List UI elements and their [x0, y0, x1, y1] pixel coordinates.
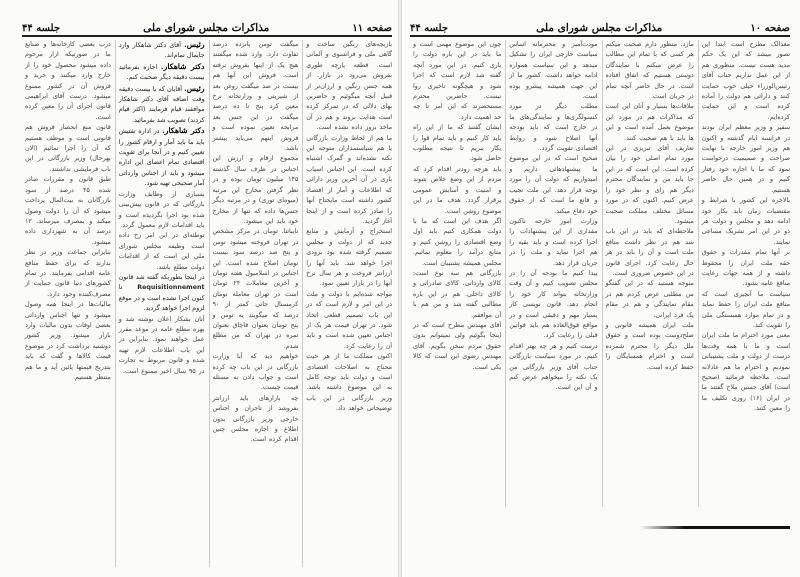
- body-text: ایشان گفتند که ما از این راه باید کار کنیم و باید تمام قوا را بکار ببریم تا نتیجه مطلوب حاصل شود.: [413, 124, 502, 163]
- body-text: باید هرچه زودتر اقدام کرد که مردم از این وضع خلاص شوند و امنیت و آسایش عمومی برقرار گردد. هدف ما در این موضوع روشن است.: [413, 165, 502, 215]
- speaker-name: رئیس.: [184, 40, 205, 49]
- paragraph: [606, 40, 694, 102]
- header-rule: [410, 35, 790, 37]
- body-text: تایباتنا. تومان در مرکز مشخص در تهران فروخته میشود تومن و پنج صد درصد سود بیست تومان اصلاح شده است. این اجناس در اسلامیول هفته تومان و آخرین معاملات ۲۴ تومان است در تهران معامله تومان کرمسنال جانی کمتر از ۹۰ درصد که میگویند یه تومن و پنج تومان بعنوان قاچاق بعنوان تمره در تهران که من مطلع شدم.: [212, 228, 299, 350]
- body-text: تا کنون اجرا نشده است و در موقع لزوم اجرا خواهد گردید.: [118, 284, 205, 313]
- body-text: مالیات‌ها در اینجا همه وصول میشود و تنها اجناس وارداتی بعضی اوقات بدون مالیات وارد بازار میشود. وزیر کشور دوشنبه برداشت کرد در موضوع قیمت کالاها و گفت که باید بتدریج قیمتها پائین آید و ما هم منتظر هستیم.: [25, 301, 111, 381]
- speaker-name: رئیس.: [184, 83, 205, 93]
- paragraph: [119, 84, 205, 127]
- paragraph: [413, 165, 501, 217]
- paragraph: [702, 123, 790, 196]
- paragraph: [702, 40, 790, 123]
- text-column: [602, 40, 694, 507]
- body-text: بر آنها تمام مقدرات و حقوق حقه ملت ایران را محفوظ داشته و از همه جهات رعایت منافع عامه بشود.: [701, 249, 790, 288]
- paragraph: [702, 248, 790, 290]
- text-column: [505, 40, 597, 507]
- session-number: جلسه ۴۴: [410, 23, 449, 34]
- header-rule: [22, 35, 392, 37]
- body-text: بسیاری از وظایف وزارت بازرگانی که در قانون پیش‌بینی شده بود اجرا نگردیده است و باید اقدامات لازم معمول گردد.: [118, 190, 205, 229]
- paragraph: [509, 102, 597, 154]
- text-column: [302, 40, 392, 567]
- body-text: چه بازارهای باید ارزانتر بفروشد از تاجران و اجناس خارجی وزیر بازرگانی بدون اطلاع و اجازه مجلس چنین اقدام کرده است.: [212, 394, 299, 444]
- paragraph: [413, 269, 501, 321]
- paragraph: [509, 154, 597, 216]
- speaker-name: دکتر شاهکار.: [161, 61, 205, 71]
- speech-text: در اداره تفتیش باید ما باید آمار و ارقام کشور را تعیین کنیم و در آنجا برای تقویت اقتصادی تمام اعضای این اداره میشود و باید از اجناس وارداتی آمار صحیحی تهیه شود.: [118, 128, 205, 188]
- body-text: اگر هدف این است که ما با دولت همکاری کنیم باید اول وضع اقتصادی را روشن کنیم و منابع درآمد را معلوم نمائیم. مجلس همیشه پشتیبان است.: [413, 217, 502, 267]
- body-text: قانون منع انحصار فروش هم قانونی است و موظف هستیم که آن را اجرا نمائیم (الان بهرحال) وزیر بازرگانی در این باب فرمایشی نداشتند.: [25, 124, 111, 173]
- body-text: طبق قانون و مقررات صادر شده ۴۵ درصد از سود بازرگانان به بیت‌المال پرداخت میشود که آن را دولت وصول میکند و بمصرف میرساند. ۱۲ درصد آن به شهرداری داده میشود.: [25, 176, 111, 246]
- body-text: بالاخره این کشور با شرایط و مقتضیات زمان باید بکار خود ادامه دهد و مجلس و دولت هر دو در این امر تشریک مساعی نمایند.: [701, 197, 790, 246]
- paragraph: [213, 227, 299, 352]
- body-text: در اینجا بطوریکه گفته شد قانون: [118, 273, 205, 281]
- body-text: پیدا کنیم ما بودجه آن را در مجلس تصویب کنیم و آن وقت وزارتخانه بتواند کار خود را انجام دهد. قانون نویسی کار بسیار مهم و دقیقی است و در مواقع فوق‌العاده هم باید قوانین قبلی را رعایت کرد.: [509, 269, 598, 340]
- speaker-name: دکتر شاهکار.: [162, 126, 205, 136]
- body-text: اکنون مملکت ما از هر حیث محتاج به اصلاحات اقتصادی است و دولت باید توجه کامل به این موضوع داشته باشد. وزیر بازرگانی در این باب توضیحاتی خواهد داد.: [306, 353, 392, 413]
- paragraph: [25, 300, 111, 383]
- body-text: سیاست ما آنچیزی است که منافع ملت ایران را حفظ نماید و در تمام موارد همبستگی ملی را تقویت کند.: [701, 290, 790, 329]
- body-text: بازرگانی هم سه نوع است: کالای وارداتی، کالای صادراتی و کالای داخلی. هم در این باره مطالبی گفته شد و من هم با آن موافقم.: [413, 269, 502, 319]
- body-text: مجموع ارقام و ارزش این اجناس در ظرف سال گذشته ۱۴۵ میلیون تومان بوده و در نظر گرفتن مخارج این مرتبه (میوه‌ای توری) و در مرتبه دیگر جنس‌ها داده که تنها از مخارج خود باید این میشود.: [212, 155, 299, 225]
- paragraph: [606, 144, 694, 227]
- paragraph: [119, 126, 205, 189]
- body-text: درست کنیم و هر چه بهتر اقدام کنیم. در مورد سیاست بازرگانی جناب آقای وزیر بازرگانی من یک نکته را میخواهم عرض کنم و آن این است.: [509, 342, 598, 392]
- body-text: ما هم از لحاظ وزارت بازرگانی یا هم سیاستمداران متوجه این نکته نشده‌اند و گمرک اشتباه کرده است. این اجناس اسیاب بازی در آن آخرین وزیر دارائی که اطلاعات و آمار از اقتصاد کشور داشته است مایحتاج آنها را صادر کرده است و از اینجا آغاز گردید.: [306, 134, 392, 225]
- paragraph: [509, 217, 597, 269]
- right-page: [402, 0, 800, 577]
- paragraph: [413, 321, 501, 373]
- session-number: جلسه ۴۴: [22, 23, 61, 34]
- right-page-header: [410, 18, 790, 34]
- body-text: تعاریف آقای تبریزی در این مورد تمام اصلی خود را بیان کرده است. این است که در این جا باید من و نمایندگان محترم دیگر هم رای و نظر خود را عرض کنیم. اکنون که در مورد مسائل مختلف مملکت صحبت میشود.: [605, 145, 694, 225]
- body-text: معنی مورد احترام ما ملت ایران است و ما با همه وقت‌ها درست از دولت و ملت پشتیبانی نمودیم و احترام ما هم عادلانه است. ملاحظه فرمائید (صحیح است) آقای حسین ملاح گفتند ما در ایران (۱۶) روزی تکلیف ما را معین کنند.: [701, 332, 790, 413]
- paragraph: [509, 269, 597, 342]
- body-text: چون این موضوع مهمی است و ما باید در این باره دولت را یاری کنیم. در این مورد آنچه گفته شد لازم است که اجرا شود و هیچگونه تاخیری روا نیست. حاضرین محترم مستحضرند که این امر تا چه حد اهمیت دارد.: [413, 41, 502, 121]
- running-title: مذاکرات مجلس شورای ملی: [536, 22, 663, 34]
- paragraph: [306, 134, 392, 228]
- text-column: [209, 40, 299, 567]
- body-text: مودت‌آمیز و محترمانه اساس سیاست خارجی ایران را تشکیل میدهد و این سیاست همواره ادامه خواهد داشت. کشور ما از این جهت همیشه پیشرو بوده است.: [509, 41, 598, 101]
- paragraph: [702, 331, 790, 414]
- body-text: ملاقات‌ها بسیار و آنان این است که مذاکرات هم در مورد این موضوع بعمل آمده است و این ها باید با هم صحبت کنند.: [605, 103, 694, 142]
- paragraph: [25, 248, 111, 300]
- speech-text: آقایان که با بیست دقیقه وقت اضافه آقای دکتر شاهکار موافقند قیام فرمایند (اکثر قیام کردند) تصویب شد بفرمائید.: [118, 85, 205, 124]
- paragraph: [119, 231, 205, 273]
- body-text: آقای مهندس مطرح است که در اینجا بگوئیم ولی نمیتوانم بدون حقوق مردم سخن بگویم. آقای مهندس رضوی این است که کالا یکی است.: [413, 321, 502, 371]
- left-page-columns: [22, 40, 392, 567]
- body-text: میگفت تومن پانزده درصد تفاوت دارد. وارد شده میگفتند هیچ یک از اینها بفروش نرفته است. فروش این آنها هم بیست در صد میگفت روغن بعد از شیرینی و وزارتخانه نرخ معین کرد پنج تا ده درصد میگفت در این جنس بعد مرابحه تعیین نموده است و فروش اینهم می‌باید بیشتر باشد.: [212, 41, 299, 153]
- body-text: استخراج و آزمایش و منابع جدید که از دولت و مجلس تصمیم گرفته شده بود بزودی اجرا خواهد شد. باید آنها را ارزانتر فروخت و هر سال نرخ آنها را در بازار تعیین نمود.: [306, 228, 392, 288]
- paragraph: [606, 102, 694, 144]
- body-text: وزارت امور خارجه تاکنون مقداری از این پیشنهادات را اجرا کرده است و باید بقیه را هم اجرا نماید و ملت را در جریان قرار دهد.: [509, 217, 598, 267]
- paragraph: [306, 227, 392, 289]
- paragraph: [119, 40, 205, 62]
- text-column: [22, 40, 111, 567]
- page-number: صفحه ۱۰: [750, 23, 790, 34]
- paragraph: [606, 279, 694, 321]
- text-column: [698, 40, 790, 507]
- paragraph: [413, 123, 501, 165]
- body-text: آنان بشکار اعلان نوشته شد و بهره مطلع عامه در موعد مقرر عمل خواهند نمود. بنابراین در این باب اطلاعات لازم تهیه شده و قانون مربوط به تجارت در ۹۵ سال اخیر ممنوع است.: [118, 315, 205, 375]
- body-text: درب بعضی کارخانه‌ها و صنایع ما در صورتیکه ازار مرحوم داده میشود محصول خود را از خارج وارد میکنند و خرید و فروش آن در کشور ممنوع میشود. درست آقای ابراهیمی قانون اجرای آن را معین کرده است.: [25, 41, 111, 121]
- speech-text: آقای دکتر شاهکار وارد جایمال تمام‌اند.: [118, 42, 205, 60]
- body-text: خواهیم دید که آیا وزارت بازرگانی در این باب چه کرده است و جواب دادن به مسئله قیمت چیست.: [212, 353, 299, 392]
- paragraph: [213, 352, 299, 394]
- paragraph: [213, 394, 299, 446]
- paragraph: [213, 40, 299, 154]
- body-text: متوجه هستید که در این گفتگو من مطلبی عرض کردم هم در مقام نمایندگی و هم در مقام یک فرد ایرانی.: [605, 280, 694, 319]
- left-page-header: [22, 18, 392, 34]
- body-text: صحیح است که در این موضوع ما پیشنهادهائی داریم و امیدواریم که دولت آن را مورد توجه قرار دهد. این ملت نجیب و قانع ما است که از حقوق خود دفاع میکند.: [509, 155, 598, 215]
- paragraph: [119, 315, 205, 377]
- left-page: [0, 0, 398, 577]
- page-number: صفحه ۱۱: [352, 23, 392, 34]
- body-text: مطلب دیگر در مورد کنسولگری‌ها و نمایندگی‌های ما در خارج است که باید بودجه آنها اصلاح شود و روابط اقتصادی تقویت گردد.: [509, 103, 598, 153]
- paragraph: [606, 227, 694, 279]
- paragraph: [119, 190, 205, 232]
- paragraph: [606, 321, 694, 373]
- paragraph: [25, 123, 111, 175]
- paragraph: [213, 154, 299, 227]
- paragraph: [413, 40, 501, 123]
- paragraph: [119, 62, 205, 84]
- body-text: توطئه‌ای در این امر رخ داده است وظیفه مجلس شورای ملی این است که از اقدامات دولت مطلع باشد.: [118, 232, 205, 271]
- body-text: مازد. منظور دارم صحبت میکنم هر کسی که با تمام این مطالب را عرض میکنم با نمایندگان دوستی هستیم که اتفاق افتاده است. در حال حاضر آنچه تمام در جریان است.: [605, 41, 694, 101]
- body-text: معذالک مطرح است ابتدا این تصور میشد که این یک حکم مدید هست نیست. منظوری هم از این عمل نداریم جناب آقای رئیس‌الوزراء خیلی خوب حمایت کنند و دارائی هم دولت را آماده کرده است و این حمایت کرده‌ایم.: [701, 41, 790, 121]
- speech-text: اجازه بفرمائید بیست دقیقه دیگر صحبت کنم.: [118, 63, 205, 82]
- body-text: ملت ایران همیشه قانونی و صلح‌دوست بوده است و حقوق ملل دیگر را محترم شمرده است و احترام همسایگان را حفظ کرده است.: [605, 321, 694, 371]
- paragraph: [509, 40, 597, 102]
- text-column: [410, 40, 501, 507]
- paragraph: [702, 290, 790, 332]
- text-column: [115, 40, 205, 567]
- body-text: ملاحظه‌ای که باید در این باب شد هم در نظر داشت منافع ملت است و آن را باید در هر حال رعایت کرد. اجرای قانون در این خصوص ضروری است.: [605, 228, 694, 277]
- paragraph: [702, 196, 790, 248]
- body-text: مواجه شده‌ایم با دولت و ملت در این امر و لازم است که در این باب تصمیم قطعی اتخاذ شود. در تهران قیمت هر یک از اجناس تعیین شده است و باید آن را رعایت کرد.: [306, 290, 392, 350]
- right-page-columns: [410, 40, 790, 507]
- foreign-term: Requisitionnement: [137, 284, 205, 292]
- body-text: بازیچه‌های رنگین ساخت و گاهی ملی و فرانسوی و آلمانی است. قطعه پارچه طوری بفروش می‌رود در بازار. از همه جنس رنگین و ارزان‌تر از قبیل آنچه میگوئیم و حاضرین بهای دلالی که در تمرکز کرده است هدایت بروند و هم در آن ماخذ بروز داده نشده است.: [306, 41, 392, 132]
- footer-rule: [640, 526, 790, 529]
- paragraph: [306, 40, 392, 134]
- paragraph: [509, 342, 597, 394]
- paragraph: [25, 40, 111, 123]
- running-title: مذاکرات مجلس شورای ملی: [143, 22, 270, 34]
- paragraph: [119, 273, 205, 315]
- body-text: سفیر و وزیر معظم ایران بودند در فرانسه ایام گذشته و اکنون هم وزیر امور خارجه با نهایت صراحت و صمیمیت درخواست نمود که ما با اجازه خود رفتار کنیم و در همین حال حاضر هستیم.: [701, 124, 790, 194]
- body-text: بنابراین جماعت وزیر در نظر ندارند که برای حفظ منافع عامه اقدامی بفرمایند. در تمام کشورهای دنیا قانون حمایت از مصرف‌کننده وجود دارد.: [25, 249, 111, 298]
- paragraph: [25, 175, 111, 248]
- paragraph: [306, 290, 392, 352]
- paragraph: [413, 217, 501, 269]
- paragraph: [306, 352, 392, 414]
